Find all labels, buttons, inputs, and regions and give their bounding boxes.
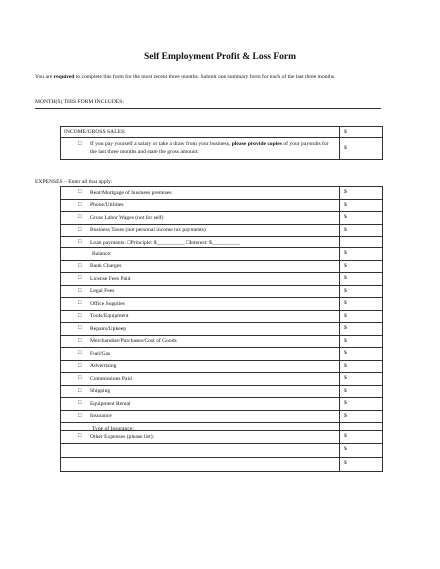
- income-salary-text: [90, 140, 335, 156]
- dollar-sign: $: [344, 362, 347, 369]
- dollar-sign: $: [344, 145, 347, 151]
- intro-pre: You are: [35, 74, 53, 80]
- income-header: INCOME/GROSS SALES:: [64, 129, 126, 135]
- checkbox[interactable]: □: [78, 400, 82, 406]
- checkbox[interactable]: □: [78, 226, 82, 233]
- checkbox[interactable]: □: [78, 312, 82, 319]
- expense-label: Advertising: [90, 363, 117, 369]
- dollar-sign: $: [344, 262, 347, 269]
- months-input-line[interactable]: [35, 108, 381, 109]
- expense-label: Repairs/Upkeep: [90, 325, 127, 332]
- expense-row: [61, 373, 382, 386]
- expense-row: [61, 200, 382, 213]
- checkbox[interactable]: □: [78, 362, 82, 369]
- expense-row: [61, 225, 382, 238]
- expense-amount-cell[interactable]: [339, 398, 340, 410]
- expense-label: Business Taxes (not personal income tax payments): [90, 227, 206, 233]
- expense-row: [61, 286, 382, 299]
- intro-required: required: [53, 74, 75, 80]
- expense-label: Tools/Equipment: [90, 313, 129, 319]
- dollar-sign: $: [344, 325, 347, 331]
- expense-amount-cell[interactable]: [339, 386, 340, 398]
- expense-row: [61, 348, 382, 361]
- checkbox[interactable]: □: [78, 201, 82, 208]
- expense-label: Rent/Mortgage of business premises: [90, 189, 172, 196]
- expense-row: [61, 298, 382, 311]
- expense-row: [61, 398, 382, 411]
- expense-label: Fuel/Gas: [90, 350, 111, 357]
- income-dollar-cell[interactable]: [339, 127, 340, 137]
- income-salary-dollar-cell[interactable]: [339, 138, 340, 159]
- expense-label: Equipment Rental: [90, 400, 131, 407]
- expense-label: Merchandise/Purchases/Cost of Goods: [90, 338, 177, 344]
- expense-amount-cell[interactable]: [339, 237, 340, 247]
- dollar-sign: $: [344, 250, 347, 256]
- income-salary-post: of your paystubs for the last three months and state the gross amount:: [90, 141, 329, 155]
- expense-label: Bank Charges: [90, 263, 122, 269]
- expense-amount-cell[interactable]: [339, 323, 340, 335]
- expense-row: [61, 273, 382, 286]
- checkbox[interactable]: □: [78, 433, 82, 439]
- expense-amount-cell[interactable]: [339, 273, 340, 285]
- checkbox[interactable]: □: [78, 412, 82, 419]
- checkbox[interactable]: □: [78, 141, 82, 147]
- income-salary-pre: If you pay yourself a salary or take a draw from your business,: [90, 141, 231, 147]
- dollar-sign: $: [344, 201, 347, 208]
- expense-label: Insurance: [90, 413, 112, 419]
- checkbox[interactable]: □: [78, 189, 82, 195]
- expense-amount-cell[interactable]: [339, 361, 340, 373]
- checkbox[interactable]: □: [78, 287, 82, 294]
- expense-row: [61, 444, 382, 458]
- expense-amount-cell[interactable]: [339, 200, 340, 212]
- expense-row: [61, 212, 382, 225]
- expense-row: [61, 411, 382, 424]
- checkbox[interactable]: □: [78, 350, 82, 356]
- intro-text: [35, 73, 380, 83]
- expense-row: [61, 237, 382, 248]
- expense-label: Other Expenses (please list):: [90, 433, 155, 440]
- expense-row: [61, 361, 382, 374]
- income-table: [60, 126, 383, 160]
- dollar-sign: $: [344, 459, 347, 466]
- checkbox[interactable]: □: [78, 325, 82, 331]
- checkbox[interactable]: □: [78, 337, 82, 344]
- dollar-sign: $: [344, 445, 347, 452]
- checkbox[interactable]: □: [78, 300, 82, 306]
- expense-label: Gross Labor Wages (not for self): [90, 214, 164, 221]
- dollar-sign: $: [344, 433, 347, 439]
- expense-amount-cell[interactable]: [339, 298, 340, 310]
- dollar-sign: $: [344, 300, 347, 306]
- checkbox[interactable]: □: [78, 239, 82, 245]
- dollar-sign: $: [344, 275, 347, 281]
- expense-label: Legal Fees: [90, 288, 115, 294]
- income-header-row: [61, 127, 382, 138]
- income-salary-bold: please provide copies: [231, 141, 282, 147]
- dollar-sign: $: [344, 387, 347, 394]
- expense-label: Office Supplies: [90, 300, 125, 307]
- expense-row: [61, 423, 382, 431]
- expense-amount-cell[interactable]: [339, 373, 340, 385]
- dollar-sign: $: [344, 214, 347, 220]
- expense-amount-cell[interactable]: [339, 261, 340, 273]
- expense-row: [61, 261, 382, 274]
- dollar-sign: $: [344, 312, 347, 319]
- expense-amount-cell[interactable]: [339, 458, 340, 471]
- income-salary-row: [61, 138, 382, 160]
- expense-label: License Fees Paid: [90, 275, 131, 282]
- dollar-sign: $: [344, 412, 347, 419]
- expenses-header: EXPENSES – Enter all that apply:: [35, 179, 113, 185]
- checkbox[interactable]: □: [78, 275, 82, 281]
- checkbox[interactable]: □: [78, 375, 82, 381]
- intro-post: to complete this form for the most recent three months. Submit one summary form for each of the last three months.: [75, 74, 336, 80]
- dollar-sign: $: [344, 337, 347, 344]
- expense-amount-cell[interactable]: [339, 336, 340, 348]
- expense-label: Balance:: [92, 250, 112, 257]
- form-title: Self Employment Profit & Loss Form: [143, 52, 297, 62]
- dollar-sign: $: [344, 287, 347, 294]
- expense-label: Shipping: [90, 388, 111, 394]
- expense-amount-cell[interactable]: [339, 444, 340, 457]
- checkbox[interactable]: □: [78, 262, 82, 269]
- dollar-sign: $: [344, 400, 347, 406]
- months-label: MONTH(S) THIS FORM INCLUDES:: [35, 99, 124, 105]
- expense-amount-cell[interactable]: [339, 212, 340, 224]
- expense-row: [61, 323, 382, 336]
- expenses-table: [60, 186, 383, 472]
- expense-row: [61, 386, 382, 399]
- dollar-sign: $: [344, 129, 347, 135]
- checkbox[interactable]: □: [78, 387, 82, 394]
- expense-amount-cell[interactable]: [339, 431, 340, 443]
- expense-label: Phone/Utilities: [90, 202, 124, 208]
- expense-amount-cell[interactable]: [339, 423, 340, 430]
- expense-label: Loan payments: □Principle: $__________ □Interest: $__________: [90, 239, 240, 246]
- expense-amount-cell[interactable]: [339, 348, 340, 360]
- expense-row: [61, 336, 382, 349]
- dollar-sign: $: [344, 350, 347, 356]
- expense-amount-cell[interactable]: [339, 411, 340, 423]
- expense-row: [61, 187, 382, 200]
- expense-amount-cell[interactable]: [339, 187, 340, 199]
- dollar-sign: $: [344, 189, 347, 195]
- expense-row: [61, 458, 382, 472]
- checkbox[interactable]: □: [78, 214, 82, 220]
- expense-amount-cell[interactable]: [339, 248, 340, 260]
- expense-label: Type of Insurance:: [92, 425, 134, 432]
- expense-row: [61, 431, 382, 444]
- expense-amount-cell[interactable]: [339, 311, 340, 323]
- expense-amount-cell[interactable]: [339, 286, 340, 298]
- dollar-sign: $: [344, 375, 347, 381]
- dollar-sign: $: [344, 226, 347, 233]
- expense-label: Commissions Paid: [90, 375, 132, 382]
- expense-amount-cell[interactable]: [339, 225, 340, 237]
- expense-row: [61, 248, 382, 261]
- expense-row: [61, 311, 382, 324]
